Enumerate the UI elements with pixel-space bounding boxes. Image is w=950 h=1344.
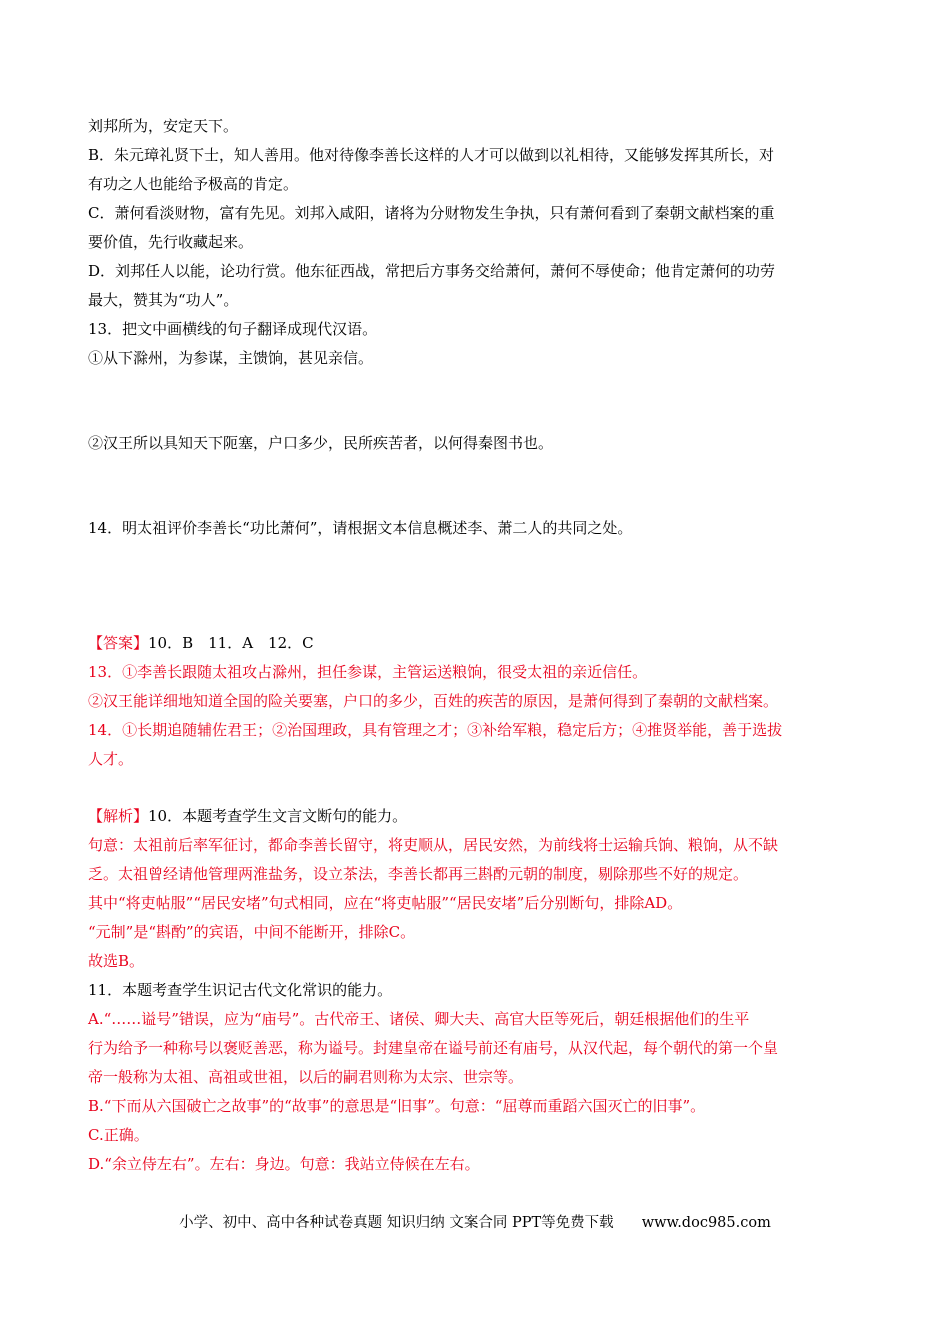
answer-14-cont: 人才。: [88, 750, 134, 768]
answer-line: [88, 629, 868, 658]
analysis-text-line: C.正确。: [88, 1126, 149, 1144]
footer-url[interactable]: www.doc985.com: [641, 1215, 771, 1231]
text-line: 要价值，先行收藏起来。: [88, 233, 254, 251]
answer-choices: 10．B 11．A 12．C: [148, 634, 314, 652]
answer-14: 14．①长期追随辅佐君王；②治国理政，具有管理之才；③补给军粮，稳定后方；④推贤举能，善于选拔: [88, 721, 783, 739]
analysis-label: 【解析】: [88, 807, 149, 825]
text-line: 最大，赞其为“功人”。: [88, 291, 239, 309]
text-line: 刘邦所为，安定天下。: [88, 117, 239, 135]
footer-text: 小学、初中、高中各种试卷真题 知识归纳 文案合同 PPT等免费下载: [179, 1215, 614, 1231]
analysis-text-line: 帝一般称为太祖、高祖或世祖，以后的嗣君则称为太宗、世宗等。: [88, 1068, 524, 1086]
analysis-text-line: D.“余立侍左右”。左右：身边。句意：我站立侍候在左右。: [88, 1155, 480, 1173]
question-13-sentence-2: ②汉王所以具知天下阨塞，户口多少，民所疾苦者，以何得秦图书也。: [88, 434, 554, 452]
analysis-q10: 10．本题考查学生文言文断句的能力。: [148, 807, 408, 825]
answer-13-2: ②汉王能详细地知道全国的险关要塞，户口的多少，百姓的疾苦的原因，是萧何得到了秦朝的文献档案。: [88, 692, 779, 710]
option-d-line: D．刘邦任人以能，论功行赏。他东征西战，常把后方事务交给萧何，萧何不辱使命；他肯定萧何的功劳: [88, 262, 776, 280]
answer-13-1: 13．①李善长跟随太祖攻占滁州，担任参谋，主管运送粮饷，很受太祖的亲近信任。: [88, 663, 648, 681]
question-13-sentence-1: ①从下滁州，为参谋，主馈饷，甚见亲信。: [88, 349, 374, 367]
analysis-text-line: A.“……谥号”错误，应为“庙号”。古代帝王、诸侯、卿大夫、高官大臣等死后，朝廷根据他们的生平: [88, 1010, 750, 1028]
page-footer: [0, 1212, 950, 1234]
option-c-line: C．萧何看淡财物，富有先见。刘邦入咸阳，诸将为分财物发生争执，只有萧何看到了秦朝文献档案的重: [88, 204, 775, 222]
analysis-text-line: “元制”是“斟酌”的宾语，中间不能断开，排除C。: [88, 923, 416, 941]
document-body: [88, 112, 868, 1179]
question-13: 13．把文中画横线的句子翻译成现代汉语。: [88, 320, 378, 338]
text-line: 有功之人也能给予极高的肯定。: [88, 175, 299, 193]
answer-label: 【答案】: [88, 634, 149, 652]
analysis-text-line: 句意：太祖前后率军征讨，都命李善长留守，将吏顺从，居民安然，为前线将士运输兵饷、粮饷，从不缺: [88, 836, 779, 854]
analysis-q11: 11．本题考查学生识记古代文化常识的能力。: [88, 981, 393, 999]
analysis-text-line: 行为给予一种称号以褒贬善恶，称为谥号。封建皇帝在谥号前还有庙号，从汉代起，每个朝代的第一个皇: [88, 1039, 779, 1057]
question-14: 14．明太祖评价李善长“功比萧何”，请根据文本信息概述李、萧二人的共同之处。: [88, 519, 633, 537]
analysis-text-line: 故选B。: [88, 952, 145, 970]
option-b-line: B．朱元璋礼贤下士，知人善用。他对待像李善长这样的人才可以做到以礼相待，又能够发挥其所长，对: [88, 146, 775, 164]
analysis-text-line: B.“下而从六国破亡之故事”的“故事”的意思是“旧事”。句意：“屈尊而重蹈六国灭亡的旧事”。: [88, 1097, 706, 1115]
analysis-text-line: 乏。太祖曾经请他管理两淮盐务，设立茶法，李善长都再三斟酌元朝的制度，剔除那些不好的规定。: [88, 865, 749, 883]
analysis-line: [88, 802, 868, 831]
analysis-text-line: 其中“将吏帖服”“居民安堵”句式相同，应在“将吏帖服”“居民安堵”后分别断句，排除AD。: [88, 894, 683, 912]
